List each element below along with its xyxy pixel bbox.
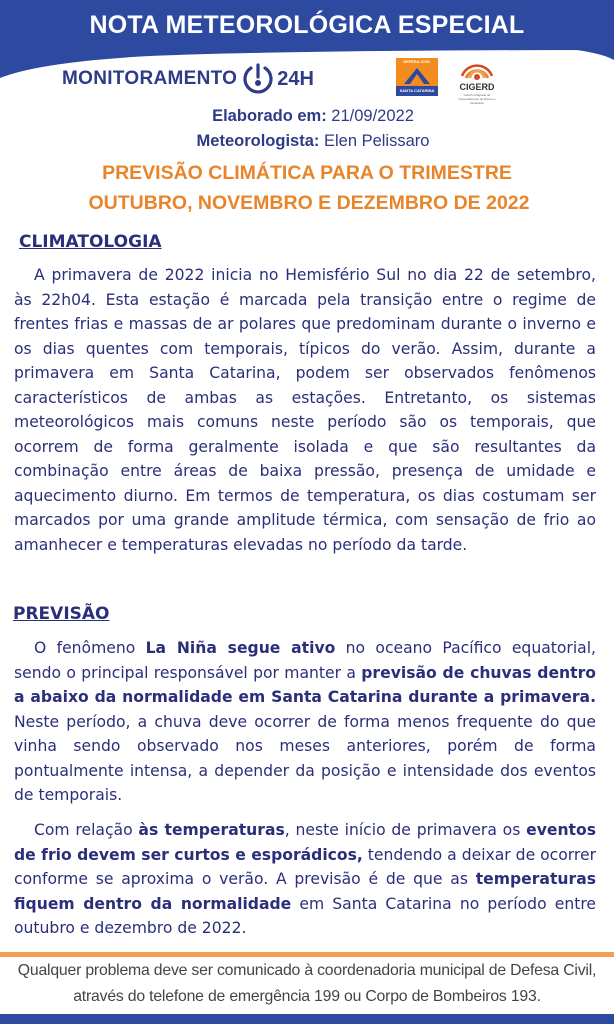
forecast-title-line2: OUTUBRO, NOVEMBRO E DEZEMBRO DE 2022	[88, 192, 530, 214]
previsao-p1-text-2: no oceano Pacífico equatorial, sendo o principal responsável por manter a	[14, 639, 596, 682]
defesa-civil-logo	[396, 58, 438, 98]
forecast-title-line1: PREVISÃO CLIMÁTICA PARA O TRIMESTRE	[102, 162, 512, 184]
meteorologista-label: Meteorologista:	[196, 132, 320, 150]
previsao-p1-bold-2: previsão de chuvas dentro a abaixo da normalidade em Santa Catarina durante a primavera.	[14, 663, 596, 706]
footer-line-2: através do telefone de emergência 199 ou Corpo de Bombeiros 193.	[73, 988, 541, 1005]
elaborado-line	[0, 107, 614, 126]
previsao-p1-text-3: Neste período, a chuva deve ocorrer de forma menos frequente do que vinha sendo observado nos meses anteriores, porém de forma pontualmente intensa, a depender da posição e intensidade dos eventos de temporais.	[14, 712, 596, 804]
previsao-p2-bold-2: eventos de frio devem ser curtos e esporádicos,	[14, 821, 596, 864]
elaborado-value: 21/09/2022	[331, 107, 414, 125]
cigerd-logo-subtext: Centro Integrado de Gerenciamento de Riscos e Desastres	[458, 93, 496, 105]
climatologia-heading: CLIMATOLOGIA	[19, 232, 162, 252]
climatologia-paragraph: A primavera de 2022 inicia no Hemisfério Sul no dia 22 de setembro, às 22h04. Esta estação é marcada pela transição entre o regime de frentes frias e massas de ar polares que predominam durante o inverno e os dias quentes com temporais, típicos do verão. Assim, durante a primavera em Santa Catarina, podem ser observados fenômenos característicos de ambas as estações. Entretanto, os sistemas meteorológicos mais comuns neste período são os temporais, que ocorrem de forma geralmente isolada e que são resultantes da combinação entre áreas de baixa pressão, presença de umidade e aquecimento diurno. Em termos de temperatura, os dias costumam ser marcados por uma grande amplitude térmica, com sensação de frio ao amanhecer e temperaturas elevadas no período da tarde.	[14, 266, 596, 554]
meteorologista-value: Elen Pelissaro	[323, 132, 430, 150]
previsao-p2-text-2: , neste início de primavera os	[284, 821, 527, 839]
previsao-heading: PREVISÃO	[13, 604, 110, 624]
defesa-civil-logo-subtext: SANTA CATARINA	[396, 86, 438, 96]
footer-band	[0, 1014, 614, 1024]
elaborado-label: Elaborado em:	[212, 107, 327, 125]
previsao-p2-text-1: Com relação	[34, 821, 139, 839]
previsao-paragraph-1	[14, 636, 596, 808]
footer-divider	[0, 952, 614, 957]
power-ring-icon	[241, 62, 275, 96]
defesa-civil-emblem-icon	[402, 66, 432, 86]
signal-waves-icon	[460, 56, 494, 82]
monitoramento-logo-text: MONITORAMENTO	[62, 68, 238, 89]
previsao-p1-text-1: O fenômeno	[34, 639, 146, 657]
meteorologista-line	[0, 132, 614, 151]
previsao-p2-bold-3: temperaturas fiquem dentro da normalidade	[14, 870, 596, 913]
previsao-p2-text-3: tendendo a deixar de ocorrer conforme se aproxima o verão. A previsão é de que as	[14, 845, 597, 888]
previsao-p2-bold-1: às temperaturas	[138, 821, 285, 839]
footer-line-1: Qualquer problema deve ser comunicado à coordenadoria municipal de Defesa Civil,	[17, 962, 597, 979]
previsao-paragraph-2	[14, 818, 596, 941]
monitoramento-24h-logo	[62, 62, 314, 96]
previsao-p1-bold-1: La Niña segue ativo	[145, 639, 336, 657]
page-title: NOTA METEOROLÓGICA ESPECIAL	[89, 11, 525, 39]
cigerd-logo	[454, 56, 500, 105]
previsao-p2-text-4: em Santa Catarina no período entre outubro e dezembro de 2022.	[14, 894, 596, 937]
cigerd-logo-text: CIGERD	[459, 82, 495, 92]
defesa-civil-logo-text: DEFESA CIVIL	[403, 59, 431, 64]
monitoramento-logo-suffix: 24H	[277, 67, 314, 90]
